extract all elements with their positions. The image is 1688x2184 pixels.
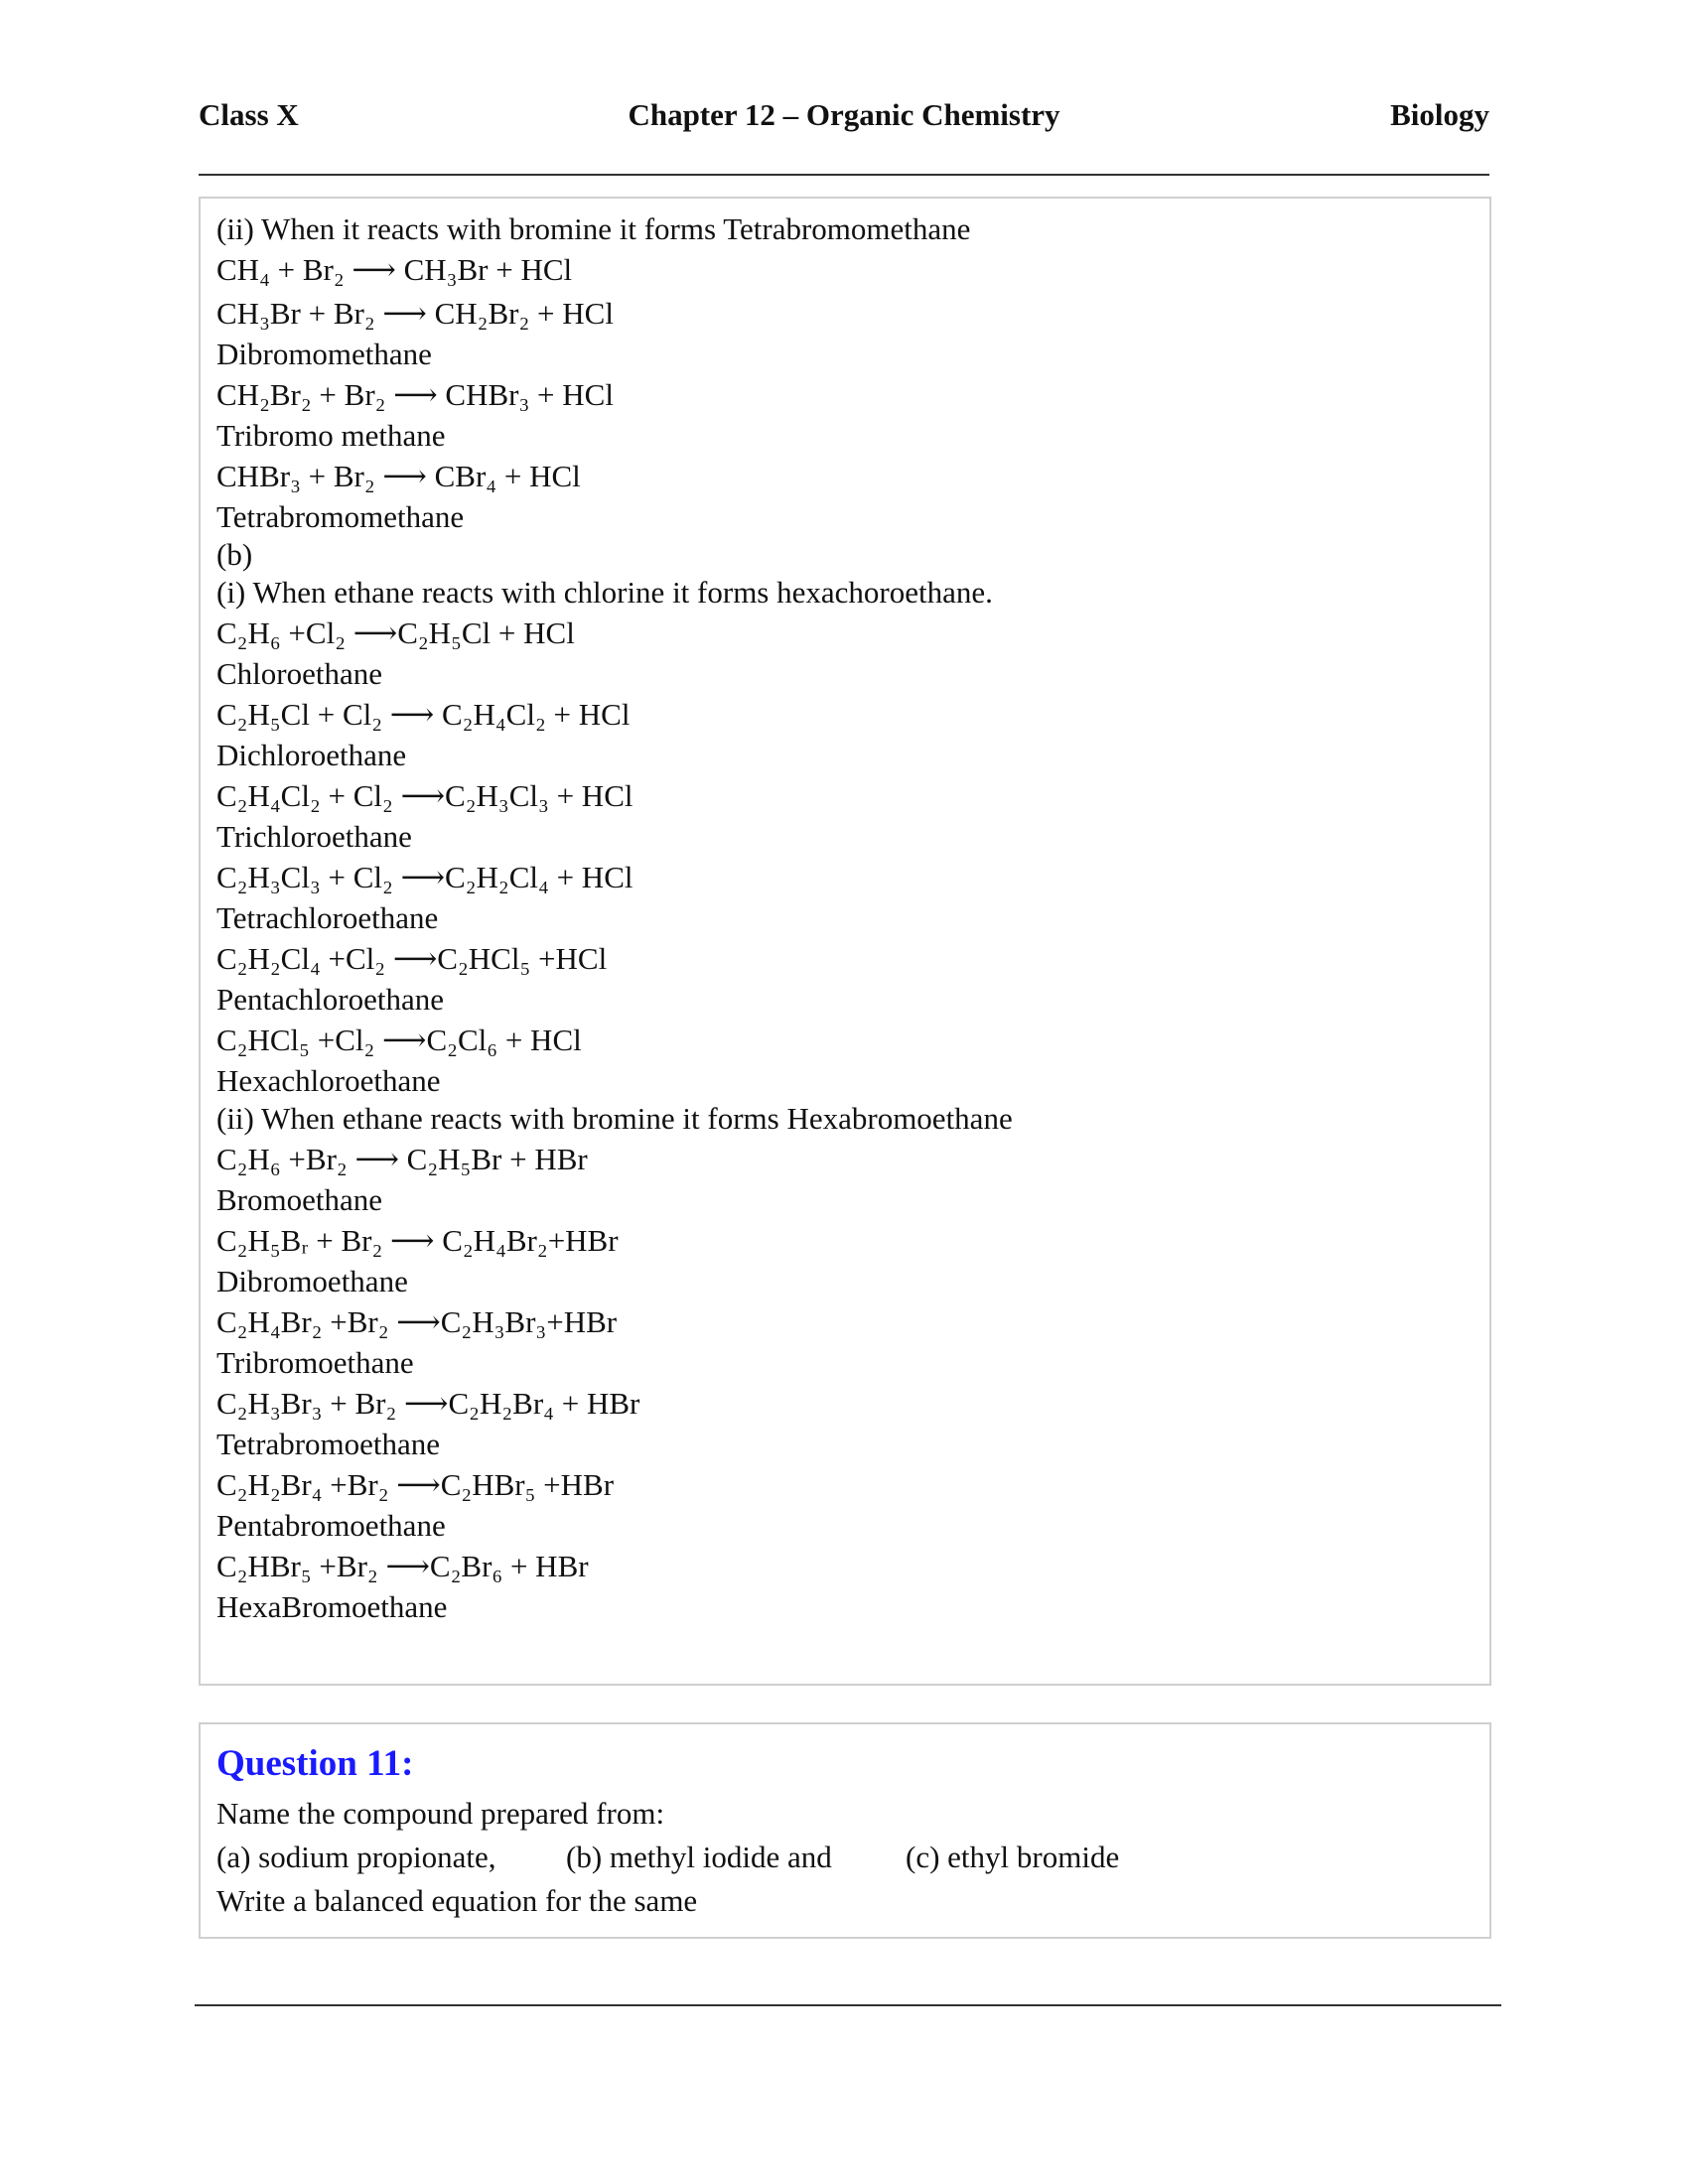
option-b: (b) methyl iodide and — [566, 1840, 832, 1874]
compound-name: Dibromomethane — [216, 337, 432, 371]
compound-name: Tetrabromomethane — [216, 499, 465, 534]
answer-line: (i) When ethane reacts with chlorine it forms hexachoroethane. — [216, 575, 993, 610]
question-content — [216, 1736, 1474, 1923]
equation-line: C₂H₆ +Cl₂ ⟶C₂H₅Cl + HCl — [216, 615, 575, 650]
compound-name: Dibromoethane — [216, 1264, 408, 1298]
question-text: Name the compound prepared from: — [216, 1796, 665, 1831]
compound-name: Hexachloroethane — [216, 1063, 441, 1098]
compound-name: Tetrabromoethane — [216, 1427, 441, 1461]
compound-name: Tribromo methane — [216, 418, 446, 453]
footer-divider — [195, 2004, 1501, 2006]
equation-line: C₂H₆ +Br₂ ⟶ C₂H₅Br + HBr — [216, 1142, 588, 1176]
equation-line: CHBr₃ + Br₂ ⟶ CBr₄ + HCl — [216, 459, 581, 493]
answer-line: (ii) When ethane reacts with bromine it forms Hexabromoethane — [216, 1101, 1013, 1136]
compound-name: Bromoethane — [216, 1182, 383, 1217]
equation-line: C₂H₂Cl₄ +Cl₂ ⟶C₂HCl₅ +HCl — [216, 941, 608, 976]
answer-line: (b) — [216, 537, 253, 572]
compound-name: Dichloroethane — [216, 738, 407, 772]
compound-name: Trichloroethane — [216, 819, 412, 854]
compound-name: HexaBromoethane — [216, 1589, 448, 1624]
question-instruction: Write a balanced equation for the same — [216, 1883, 698, 1918]
compound-name: Pentabromoethane — [216, 1508, 446, 1543]
question-options — [216, 1836, 1474, 1879]
answer-line: (ii) When it reacts with bromine it forms Tetrabromomethane — [216, 211, 971, 246]
equation-line: CH₄ + Br₂ ⟶ CH₃Br + HCl — [216, 252, 573, 287]
answer-box — [199, 197, 1491, 1686]
compound-name: Tetrachloroethane — [216, 900, 439, 935]
compound-name: Tribromoethane — [216, 1345, 414, 1380]
equation-line: C₂HBr₅ +Br₂ ⟶C₂Br₆ + HBr — [216, 1549, 589, 1583]
equation-line: C₂H₃Cl₃ + Cl₂ ⟶C₂H₂Cl₄ + HCl — [216, 860, 633, 894]
option-c: (c) ethyl bromide — [906, 1840, 1120, 1874]
equation-line: CH₃Br + Br₂ ⟶ CH₂Br₂ + HCl — [216, 296, 614, 331]
header-divider — [199, 174, 1489, 176]
option-a: (a) sodium propionate, — [216, 1840, 496, 1874]
equation-line: C₂H₅Cl + Cl₂ ⟶ C₂H₄Cl₂ + HCl — [216, 697, 631, 732]
equation-line: C₂H₄Cl₂ + Cl₂ ⟶C₂H₃Cl₃ + HCl — [216, 778, 633, 813]
equation-line: CH₂Br₂ + Br₂ ⟶ CHBr₃ + HCl — [216, 377, 614, 412]
compound-name: Chloroethane — [216, 656, 383, 691]
equation-line: C₂H₅Bᵣ + Br₂ ⟶ C₂H₄Br₂+HBr — [216, 1223, 619, 1258]
page-header — [199, 97, 1489, 147]
equation-line: C₂H₄Br₂ +Br₂ ⟶C₂H₃Br₃+HBr — [216, 1304, 618, 1339]
question-box — [199, 1722, 1491, 1939]
answer-content — [216, 210, 1474, 1626]
header-class: Class X — [199, 97, 299, 132]
equation-line: C₂HCl₅ +Cl₂ ⟶C₂Cl₆ + HCl — [216, 1023, 582, 1057]
compound-name: Pentachloroethane — [216, 982, 444, 1017]
equation-line: C₂H₂Br₄ +Br₂ ⟶C₂HBr₅ +HBr — [216, 1467, 615, 1502]
question-title: Question 11: — [216, 1743, 414, 1784]
equation-line: C₂H₃Br₃ + Br₂ ⟶C₂H₂Br₄ + HBr — [216, 1386, 640, 1421]
header-subject: Biology — [1390, 97, 1489, 132]
header-chapter: Chapter 12 – Organic Chemistry — [628, 97, 1060, 132]
